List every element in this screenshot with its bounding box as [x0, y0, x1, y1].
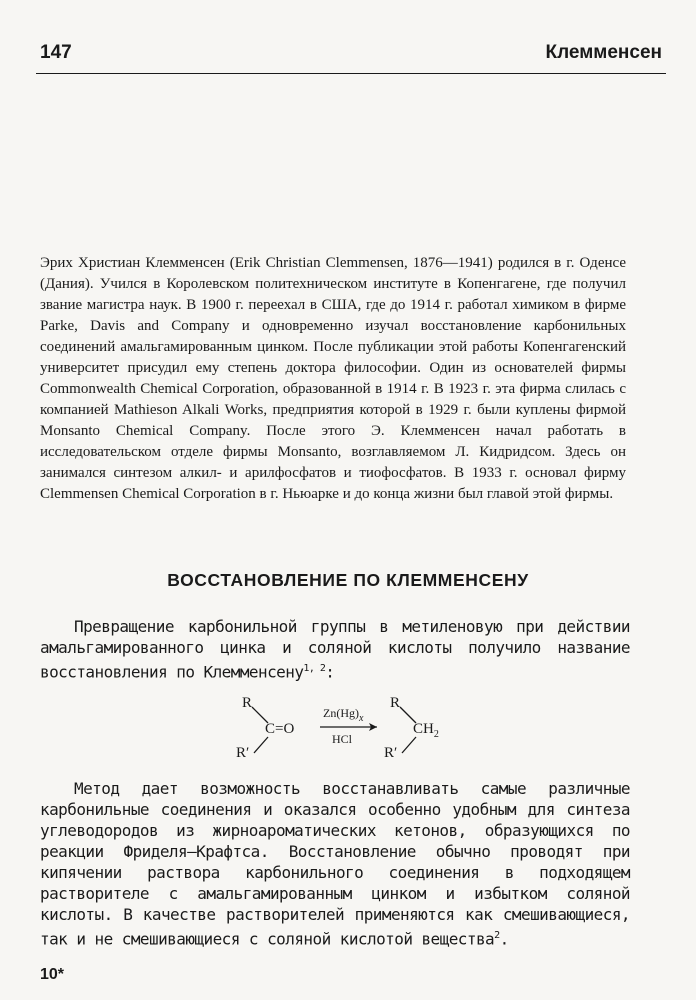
reagent-top — [323, 706, 364, 724]
method-end: . — [499, 929, 509, 949]
method-paragraph — [40, 778, 630, 949]
product-center-main: CH — [413, 721, 434, 737]
product-center-sub: 2 — [433, 729, 439, 740]
running-head: Клемменсен — [545, 42, 662, 63]
method-text: Метод дает возможность восстанавливать самые различные карбонильные соединения и оказался особенно удобным для синтеза углеводородов из жирноароматических кетонов, образующихся по реакции Фриделя—Крафтса. Восстановление обычно проводят при кипячении раствора карбонильного соединения в подходящем растворителе с амальгамированным цинком и избытком соляной кислоты. В качестве растворителей применяются как смешивающиеся, так и не смешивающиеся с соляной кислотой вещества — [40, 779, 630, 949]
reactant-r1: R — [242, 695, 253, 711]
section-title: ВОССТАНОВЛЕНИЕ ПО КЛЕММЕНСЕНУ — [167, 570, 529, 590]
signature-mark: 10* — [40, 966, 65, 983]
header-rule — [36, 73, 666, 74]
reagent-top-sub: x — [359, 713, 364, 724]
product-r1: R — [390, 695, 401, 711]
biography-paragraph: Эрих Христиан Клемменсен (Erik Christian Clemmensen, 1876—1941) родился в г. Оденсе (Дания). Учился в Королевском политехническом институте в Копенгагене, где получил звание магистра наук. В 1900 г. переехал в США, где до 1914 г. работал химиком в фирме Parke, Davis and Company и одновременно изучал восстановление карбонильных соединений амальгамированным цинком. После публикации этой работы Копенгагенский университет присудил ему степень доктора философии. Один из основателей фирмы Commonwealth Chemical Corporation, образованной в 1914 г. В 1923 г. эта фирма слилась с компанией Mathieson Alkali Works, предприятия которой в 1929 г. были куплены фирмой Monsanto Chemical Company. После этого Э. Клемменсен начал работать в исследовательском отделе фирмы Monsanto, возглавляемом Л. Кидридсом. Здесь он занимался синтезом алкил- и арилфосфатов и тиофосфатов. В 1933 г. основал фирму Clemmensen Chemical Corporation в г. Ньюарке и до конца жизни был главой этой фирмы. — [40, 255, 626, 502]
product-bond-lower — [402, 737, 416, 753]
reaction-scheme — [230, 693, 470, 763]
product-center — [413, 721, 439, 740]
method-ref: 2 — [494, 930, 500, 941]
intro-refs: 1, 2 — [303, 663, 326, 674]
reactant-bond-lower — [254, 737, 268, 753]
reactant-r2: R′ — [236, 745, 250, 761]
intro-end: : — [325, 662, 335, 682]
reactant-carbonyl: C=O — [265, 721, 295, 737]
product-r2: R′ — [384, 745, 398, 761]
intro-paragraph — [40, 616, 630, 682]
page-number: 147 — [40, 42, 72, 63]
reagent-top-main: Zn(Hg) — [323, 706, 359, 720]
reagent-bottom: HCl — [332, 732, 353, 746]
intro-text: Превращение карбонильной группы в метиленовую при действии амальгамированного цинка и соляной кислоты получило название восстановления по Клемменсену — [40, 617, 630, 682]
